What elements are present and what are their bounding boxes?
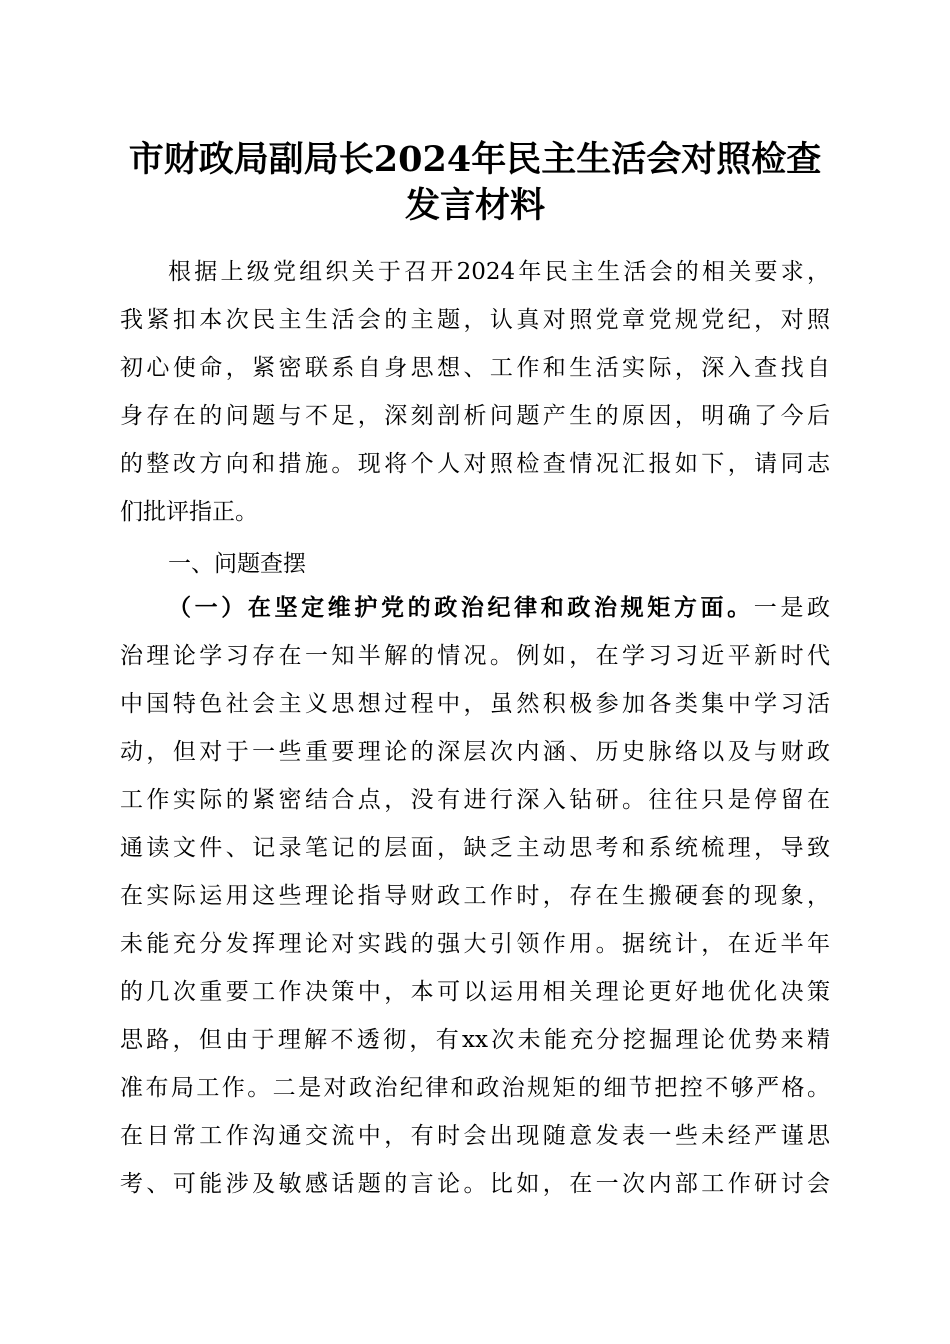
body-line-4: 工作实际的紧密结合点，没有进行深入钻研。往往只是停留在 [120, 787, 830, 813]
document-title-line-1: 市财政局副局长2024年民主生活会对照检查 [128, 139, 822, 180]
intro-paragraph-line-1: 根据上级党组织关于召开2024年民主生活会的相关要求， [168, 259, 830, 285]
subsection-heading: （一）在坚定维护党的政治纪律和政治规矩方面。 [168, 594, 754, 621]
body-line-6: 在实际运用这些理论指导财政工作时，存在生搬硬套的现象， [120, 883, 830, 909]
section-heading-problems: 一、问题查摆 [168, 551, 306, 577]
intro-paragraph-line-5: 的整改方向和措施。现将个人对照检查情况汇报如下，请同志 [120, 451, 830, 477]
body-line-1: 治理论学习存在一知半解的情况。例如，在学习习近平新时代 [120, 643, 830, 669]
subsection-lead-line [168, 584, 830, 632]
body-line-12: 考、可能涉及敏感话题的言论。比如，在一次内部工作研讨会 [120, 1171, 830, 1197]
document-title-line-2: 发言材料 [404, 185, 545, 226]
body-line-8: 的几次重要工作决策中，本可以运用相关理论更好地优化决策 [120, 979, 830, 1005]
subsection-lead-tail: 一是政 [753, 595, 830, 621]
body-line-10: 准布局工作。二是对政治纪律和政治规矩的细节把控不够严格。 [120, 1075, 830, 1101]
intro-paragraph-line-3: 初心使命，紧密联系自身思想、工作和生活实际，深入查找自 [120, 355, 830, 381]
body-line-3: 动，但对于一些重要理论的深层次内涵、历史脉络以及与财政 [120, 739, 830, 765]
intro-paragraph-line-2: 我紧扣本次民主生活会的主题，认真对照党章党规党纪，对照 [120, 307, 830, 333]
body-line-2: 中国特色社会主义思想过程中，虽然积极参加各类集中学习活 [120, 691, 830, 717]
body-line-7: 未能充分发挥理论对实践的强大引领作用。据统计，在近半年 [120, 931, 830, 957]
body-line-5: 通读文件、记录笔记的层面，缺乏主动思考和系统梳理，导致 [120, 835, 830, 861]
intro-paragraph-line-6: 们批评指正。 [120, 499, 258, 525]
body-line-9: 思路，但由于理解不透彻，有xx次未能充分挖掘理论优势来精 [120, 1027, 830, 1053]
intro-paragraph-line-4: 身存在的问题与不足，深刻剖析问题产生的原因，明确了今后 [120, 403, 830, 429]
body-line-11: 在日常工作沟通交流中，有时会出现随意发表一些未经严谨思 [120, 1123, 830, 1149]
